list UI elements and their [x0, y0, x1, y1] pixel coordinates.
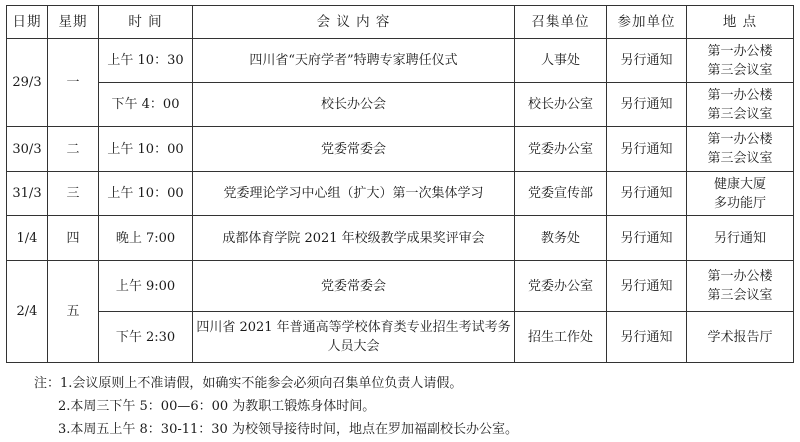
header-weekday: 星期	[48, 6, 99, 39]
table-row	[7, 172, 794, 216]
location-line: 第三会议室	[707, 62, 773, 78]
location-line: 第一办公楼	[707, 87, 773, 103]
notes-section	[34, 372, 518, 441]
location-line: 第一办公楼	[707, 269, 773, 284]
location-line: 第一办公楼	[707, 43, 773, 59]
participants-cell: 另行通知	[607, 216, 687, 261]
time-cell: 上午 9:00	[99, 261, 193, 312]
time-cell: 上午 10：00	[99, 172, 193, 216]
date-cell: 29/3	[7, 39, 48, 127]
organizer-cell: 党委办公室	[515, 127, 607, 172]
time-cell: 下午 4：00	[99, 83, 193, 127]
table-row	[7, 83, 794, 127]
organizer-cell: 招生工作处	[515, 312, 607, 363]
content-cell: 四川省 2021 年普通高等学校体育类专业招生考试考务人员大会	[193, 312, 515, 363]
table-row	[7, 127, 794, 172]
header-time: 时 间	[99, 6, 193, 39]
content-cell: 党委常委会	[193, 261, 515, 312]
location-line: 第三会议室	[707, 151, 773, 166]
participants-cell: 另行通知	[607, 127, 687, 172]
header-location: 地 点	[687, 6, 794, 39]
note-line: 注：1.会议原则上不准请假，如确实不能参会必须向召集单位负责人请假。	[34, 376, 463, 391]
date-cell: 2/4	[7, 261, 48, 363]
date-cell: 31/3	[7, 172, 48, 216]
location-line: 健康大厦	[713, 176, 766, 192]
note-line: 2.本周三下午 5：00—6：00 为教职工锻炼身体时间。	[58, 399, 376, 414]
location-cell	[687, 216, 794, 261]
header-row	[7, 6, 794, 39]
schedule-table	[6, 5, 794, 363]
location-cell	[687, 312, 794, 363]
time-cell: 下午 2:30	[99, 312, 193, 363]
location-cell	[687, 83, 794, 127]
header-content: 会 议 内 容	[193, 6, 515, 39]
weekday-cell: 二	[48, 127, 99, 172]
table-row	[7, 39, 794, 83]
date-cell: 30/3	[7, 127, 48, 172]
location-line: 第一办公楼	[707, 132, 773, 147]
content-cell: 四川省“天府学者”特聘专家聘任仪式	[193, 39, 515, 83]
organizer-cell: 党委宣传部	[515, 172, 607, 216]
participants-cell: 另行通知	[607, 172, 687, 216]
location-cell	[687, 172, 794, 216]
table-row	[7, 216, 794, 261]
weekday-cell: 四	[48, 216, 99, 261]
participants-cell: 另行通知	[607, 83, 687, 127]
location-cell	[687, 39, 794, 83]
weekday-cell: 三	[48, 172, 99, 216]
header-date: 日期	[7, 6, 48, 39]
organizer-cell: 教务处	[515, 216, 607, 261]
weekday-cell: 一	[48, 39, 99, 127]
organizer-cell: 人事处	[515, 39, 607, 83]
header-participants: 参加单位	[607, 6, 687, 39]
time-cell: 上午 10：30	[99, 39, 193, 83]
weekday-cell: 五	[48, 261, 99, 363]
table-row	[7, 312, 794, 363]
table-row	[7, 261, 794, 312]
organizer-cell: 党委办公室	[515, 261, 607, 312]
content-cell: 党委常委会	[193, 127, 515, 172]
date-cell: 1/4	[7, 216, 48, 261]
location-line: 多功能厅	[713, 195, 766, 211]
header-organizer: 召集单位	[515, 6, 607, 39]
note-line: 3.本周五上午 8：30-11：30 为校领导接待时间，地点在罗加福副校长办公室。	[58, 422, 518, 437]
participants-cell: 另行通知	[607, 312, 687, 363]
participants-cell: 另行通知	[607, 261, 687, 312]
time-cell: 上午 10：00	[99, 127, 193, 172]
participants-cell: 另行通知	[607, 39, 687, 83]
location-cell	[687, 261, 794, 312]
content-cell: 党委理论学习中心组（扩大）第一次集体学习	[193, 172, 515, 216]
location-line: 第三会议室	[707, 288, 773, 303]
content-cell: 校长办公会	[193, 83, 515, 127]
location-line: 另行通知	[713, 230, 766, 246]
location-line: 第三会议室	[707, 106, 773, 122]
content-cell: 成都体育学院 2021 年校级教学成果奖评审会	[193, 216, 515, 261]
location-cell	[687, 127, 794, 172]
time-cell: 晚上 7:00	[99, 216, 193, 261]
location-line: 学术报告厅	[707, 329, 773, 345]
organizer-cell: 校长办公室	[515, 83, 607, 127]
